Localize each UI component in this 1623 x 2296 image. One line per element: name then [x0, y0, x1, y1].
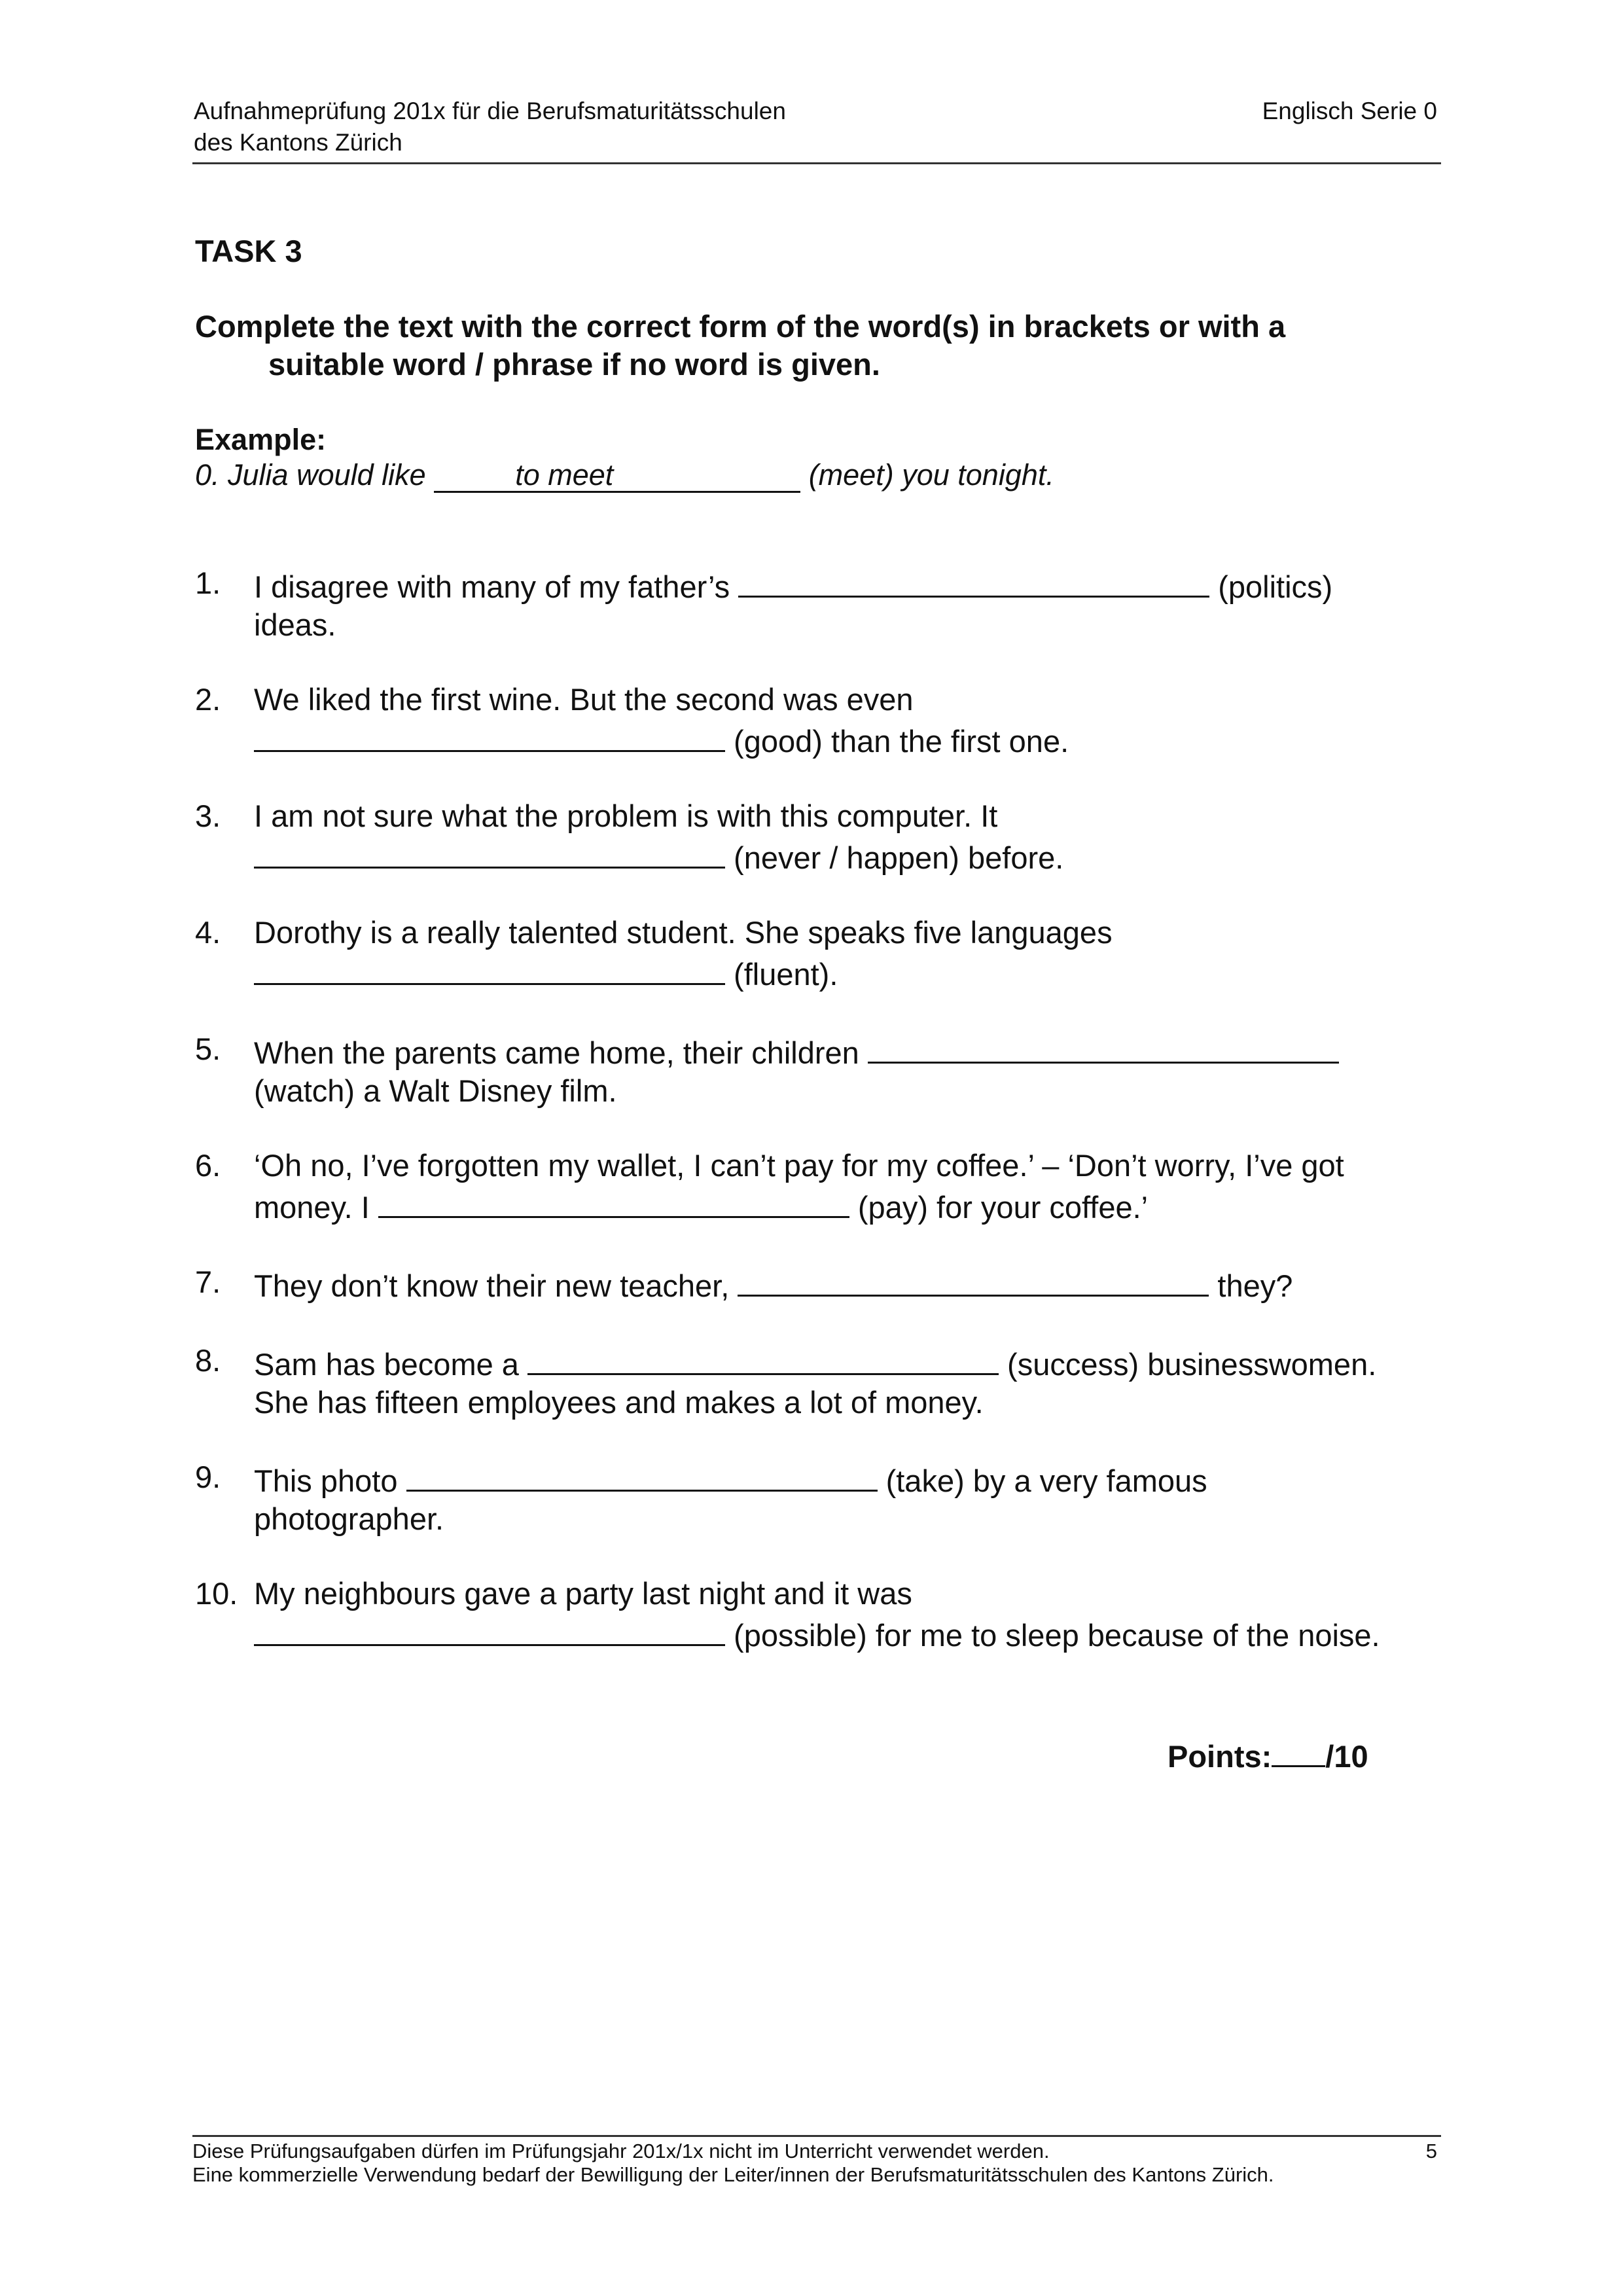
item-text: (success) businesswomen. — [999, 1347, 1377, 1382]
item-text: This photo — [254, 1463, 406, 1498]
header-line-1: Aufnahmeprüfung 201x für die Berufsmaturitätsschulen — [194, 98, 786, 124]
example-answer: to meet — [434, 459, 800, 493]
item-number: 6. — [195, 1148, 221, 1183]
item-text: (fluent). — [725, 957, 838, 992]
item-text: (good) than the first one. — [725, 724, 1069, 759]
item-text: We liked the first wine. But the second was even — [254, 682, 914, 717]
task-instruction — [195, 308, 1438, 384]
exercise-item — [195, 681, 1452, 761]
item-text: I disagree with many of my father’s — [254, 569, 739, 604]
item-line — [254, 1030, 1452, 1072]
example-suffix: (meet) you tonight. — [800, 458, 1054, 492]
item-number: 1. — [195, 565, 221, 600]
item-text: (watch) a Walt Disney film. — [254, 1073, 617, 1108]
item-number: 4. — [195, 915, 221, 950]
example-label: Example: — [195, 423, 327, 456]
answer-blank[interactable] — [406, 1458, 878, 1492]
exercise-item — [195, 1575, 1452, 1655]
points-blank[interactable] — [1272, 1739, 1325, 1767]
answer-blank[interactable] — [254, 835, 725, 869]
item-text: ideas. — [254, 607, 336, 642]
item-line — [254, 1342, 1452, 1384]
item-text: They don’t know their new teacher, — [254, 1268, 738, 1303]
page-number: 5 — [1425, 2140, 1437, 2162]
item-text: (pay) for your coffee.’ — [849, 1190, 1149, 1225]
answer-blank[interactable] — [254, 719, 725, 752]
exercise-item — [195, 914, 1452, 994]
exercise-item — [195, 797, 1452, 877]
item-text: ‘Oh no, I’ve forgotten my wallet, I can’t pay for my coffee.’ – ‘Don’t worry, I’ve got — [254, 1148, 1344, 1183]
exercise-item — [195, 1030, 1452, 1110]
item-number: 10. — [195, 1576, 238, 1611]
item-text: Sam has become a — [254, 1347, 527, 1382]
header-line-2: des Kantons Zürich — [194, 129, 402, 156]
item-text: My neighbours gave a party last night and it was — [254, 1576, 912, 1611]
example-prefix: 0. Julia would like — [195, 458, 435, 492]
item-line — [254, 1384, 1452, 1422]
item-line — [254, 1185, 1452, 1227]
item-text: She has fifteen employees and makes a lot of money. — [254, 1385, 984, 1420]
instruction-line-1: Complete the text with the correct form of the word(s) in brackets or with a — [195, 309, 1286, 344]
item-line — [254, 1458, 1452, 1500]
header-institution — [194, 96, 786, 158]
item-text: they? — [1209, 1268, 1293, 1303]
item-text: photographer. — [254, 1501, 444, 1536]
item-text: Dorothy is a really talented student. She speaks five languages — [254, 915, 1113, 950]
page-footer — [192, 2135, 1441, 2187]
item-text: I am not sure what the problem is with this computer. It — [254, 798, 998, 833]
exercise-item — [195, 1342, 1452, 1422]
item-text: (take) by a very famous — [877, 1463, 1207, 1498]
header-series: Englisch Serie 0 — [1262, 98, 1437, 124]
exercise-item — [195, 1458, 1452, 1538]
item-line — [254, 1500, 1452, 1538]
item-line — [254, 914, 1452, 952]
exercise-item — [195, 564, 1452, 644]
item-number: 3. — [195, 798, 221, 833]
answer-blank[interactable] — [738, 564, 1209, 598]
item-number: 7. — [195, 1265, 221, 1299]
item-number: 9. — [195, 1460, 221, 1494]
item-line — [254, 1263, 1452, 1305]
item-line — [254, 1147, 1452, 1185]
item-text: (never / happen) before. — [725, 840, 1064, 875]
answer-blank[interactable] — [254, 1613, 725, 1646]
item-line — [254, 1072, 1452, 1110]
answer-blank[interactable] — [378, 1185, 849, 1218]
item-line — [254, 719, 1452, 761]
answer-blank[interactable] — [527, 1342, 999, 1375]
task-title: TASK 3 — [195, 234, 302, 268]
answer-blank[interactable] — [868, 1030, 1339, 1064]
points-total: /10 — [1325, 1739, 1368, 1774]
footer-line-2: Eine kommerzielle Verwendung bedarf der Bewilligung der Leiter/innen der Berufsmaturitätsschulen des Kantons Zürich. — [192, 2163, 1274, 2186]
item-line — [254, 1613, 1452, 1655]
example-sentence — [195, 458, 1054, 493]
item-line — [254, 797, 1452, 835]
points-score — [1168, 1738, 1368, 1774]
item-text: When the parents came home, their children — [254, 1035, 868, 1070]
item-number: 8. — [195, 1343, 221, 1378]
answer-blank[interactable] — [738, 1263, 1209, 1297]
item-text: (possible) for me to sleep because of the noise. — [725, 1618, 1380, 1653]
page-header — [192, 96, 1441, 164]
item-line — [254, 835, 1452, 877]
exercise-item — [195, 1147, 1452, 1227]
item-line — [254, 681, 1452, 719]
instruction-line-2: suitable word / phrase if no word is given. — [268, 347, 880, 382]
item-line — [254, 1575, 1452, 1613]
answer-blank[interactable] — [254, 952, 725, 985]
exercise-list — [195, 564, 1452, 1691]
item-number: 2. — [195, 682, 221, 717]
item-line — [254, 606, 1452, 644]
item-number: 5. — [195, 1031, 221, 1066]
exercise-item — [195, 1263, 1452, 1305]
item-text: money. I — [254, 1190, 378, 1225]
footer-line-1: Diese Prüfungsaufgaben dürfen im Prüfungsjahr 201x/1x nicht im Unterricht verwendet werden. — [192, 2140, 1050, 2162]
item-text: (politics) — [1209, 569, 1333, 604]
item-line — [254, 564, 1452, 606]
item-line — [254, 952, 1452, 994]
points-label: Points: — [1168, 1739, 1272, 1774]
